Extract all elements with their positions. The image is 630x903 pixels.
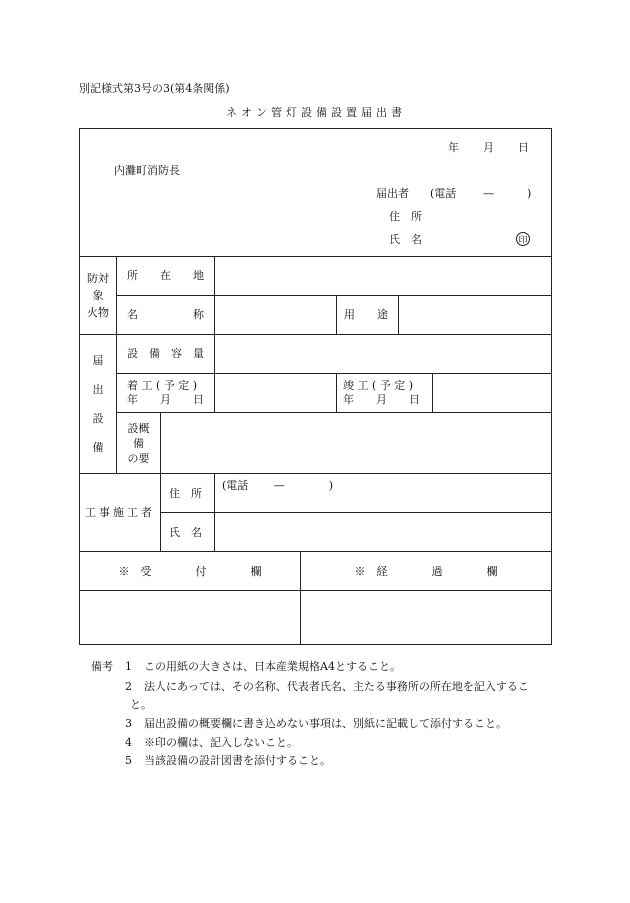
summary-line-2: 備 bbox=[133, 436, 144, 450]
rule-office-header-bottom bbox=[79, 590, 552, 591]
summary-line-1: 設概 bbox=[127, 421, 150, 435]
target-name-label: 名 称 bbox=[127, 308, 204, 321]
contractor-name-label: 氏 名 bbox=[169, 526, 202, 539]
rule-use-right bbox=[398, 295, 399, 334]
note-2-number: 2 bbox=[125, 680, 132, 693]
date-day: 日 bbox=[518, 141, 529, 154]
rule-use-left bbox=[336, 295, 337, 334]
notifier-label: 届出者 bbox=[376, 187, 409, 200]
equipment-group-line-1: 届 bbox=[92, 354, 104, 367]
note-4-number: 4 bbox=[125, 736, 132, 749]
use-label: 用 途 bbox=[344, 308, 388, 321]
contractor-phone: (電話 — ) bbox=[222, 479, 334, 492]
form-number: 別記様式第3号の3(第4条関係) bbox=[79, 82, 230, 95]
finish-label: 竣 工 ( 予 定 ) bbox=[343, 379, 414, 392]
note-1-number: 1 bbox=[125, 660, 132, 673]
contractor-group-label: 工事施工者 bbox=[85, 506, 155, 519]
note-1-text: この用紙の大きさは、日本産業規格A4とすること。 bbox=[144, 660, 401, 673]
rule-applicant-bottom bbox=[79, 256, 552, 257]
rule-target-mid bbox=[116, 295, 552, 296]
form-title: ネオン管灯設備設置届出書 bbox=[226, 106, 406, 119]
notes-heading: 備考 bbox=[91, 660, 113, 673]
progress-header: ※ 経 過 欄 bbox=[354, 564, 498, 578]
equipment-group-line-3: 設 bbox=[92, 412, 104, 425]
applicant-address-label: 住 所 bbox=[389, 210, 422, 223]
reception-header: ※ 受 付 欄 bbox=[118, 564, 262, 578]
rule-summary-column bbox=[160, 412, 161, 551]
target-group-line-3: 火物 bbox=[87, 306, 109, 319]
applicant-name-label: 氏 名 bbox=[389, 233, 422, 246]
equipment-group-line-2: 出 bbox=[92, 383, 104, 396]
target-group-label bbox=[80, 257, 116, 334]
rule-label-column bbox=[214, 256, 215, 412]
rule-dates-bottom bbox=[116, 412, 552, 413]
note-4-text: ※印の欄は、記入しないこと。 bbox=[144, 736, 298, 749]
contractor-address-label: 住 所 bbox=[169, 487, 202, 500]
equipment-group-line-4: 備 bbox=[92, 441, 104, 454]
notifier-phone-close: ) bbox=[527, 187, 532, 200]
rule-contractor-label-column bbox=[214, 473, 215, 551]
target-group-line-1: 防対 bbox=[87, 272, 109, 285]
note-2-text: 法人にあっては、その名称、代表者氏名、主たる事務所の所在地を記入するこ bbox=[144, 680, 529, 693]
rule-finish-left bbox=[336, 373, 337, 412]
start-label: 着 工 ( 予 定 ) bbox=[127, 379, 198, 392]
capacity-label: 設 備 容 量 bbox=[127, 347, 204, 360]
note-5-text: 当該設備の設計図書を添付すること。 bbox=[144, 754, 331, 767]
notifier-phone-dash: — bbox=[483, 187, 494, 200]
rule-capacity-bottom bbox=[116, 373, 552, 374]
equipment-group-label bbox=[80, 335, 116, 473]
rule-contractor-mid bbox=[160, 512, 552, 513]
note-5-number: 5 bbox=[125, 754, 132, 767]
target-group-line-2: 象 bbox=[92, 289, 104, 302]
note-3-text: 届出設備の概要欄に書き込めない事項は、別紙に記載して添付すること。 bbox=[144, 717, 507, 730]
note-2-continuation: と。 bbox=[130, 698, 152, 711]
summary-label bbox=[117, 413, 160, 473]
start-date-label: 年 月 日 bbox=[127, 393, 204, 406]
finish-date-label: 年 月 日 bbox=[343, 393, 420, 406]
addressee: 内灘町消防長 bbox=[114, 164, 180, 177]
date-month: 月 bbox=[483, 141, 494, 154]
notifier-phone-open: (電話 bbox=[430, 187, 457, 200]
summary-line-3: の要 bbox=[127, 451, 150, 465]
rule-target-bottom bbox=[79, 334, 552, 335]
seal-mark: 印 bbox=[516, 232, 530, 246]
date-year: 年 bbox=[448, 141, 459, 154]
rule-finish-right bbox=[432, 373, 433, 412]
note-3-number: 3 bbox=[125, 717, 132, 730]
location-label: 所 在 地 bbox=[127, 269, 204, 282]
